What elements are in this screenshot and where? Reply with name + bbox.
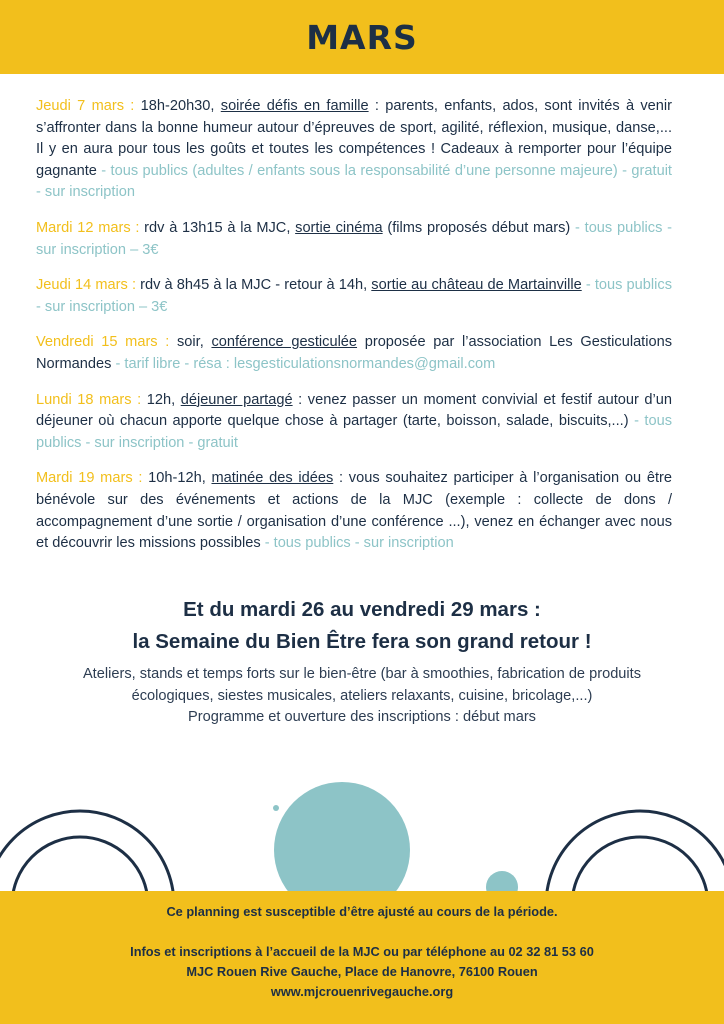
event-date: Lundi 18 mars : [36, 391, 142, 408]
event-highlight: sortie au château de Martainville [371, 277, 582, 294]
wellbeing-text-line2: écologiques, siestes musicales, ateliers relaxants, cuisine, bricolage,...) [131, 687, 593, 704]
event-pre: 18h-20h30, [134, 98, 221, 114]
teal-dot [273, 805, 279, 811]
page-title: MARS [306, 18, 418, 57]
wellbeing-text-line1: Ateliers, stands et temps forts sur le bien-être (bar à smoothies, fabrication de produits [82, 666, 642, 682]
event-description: : venez passer un moment convivial et festif autour d’un déjeuner où chacun apporte quelque chose à partager (tarte, boisson, salade, biscuits,...) [36, 391, 673, 430]
wellbeing-title-line1: Et du mardi 26 au vendredi 29 mars : [183, 598, 541, 621]
event-pre: soir, [169, 334, 212, 351]
event-item [36, 332, 672, 375]
event-meta: - tarif libre - résa : lesgesticulationsnormandes@gmail.com [111, 355, 496, 372]
wellbeing-title-line2: la Semaine du Bien Être fera son grand retour ! [132, 630, 592, 653]
event-meta: - tous publics (adultes / enfants sous la responsabilité d’une personne majeure) - gratuit - sur inscription [36, 162, 672, 201]
event-highlight: déjeuner partagé [180, 391, 293, 408]
event-pre: 12h, [141, 391, 181, 408]
decorative-circles [0, 760, 724, 900]
event-description: : vous souhaitez participer à l’organisation ou être bénévole sur des événements et actions de la MJC (exemple : collecte de dons / accompagnement d’une sortie / organisation d’une conférence ...), venez en échanger avec nous et découvrir les missions possibles [36, 470, 672, 552]
event-description: proposée par l’association Les Gesticulations Normandes [36, 334, 673, 372]
event-date: Mardi 19 mars : [36, 470, 143, 487]
event-date: Vendredi 15 mars : [36, 334, 170, 351]
wellbeing-text-line3: Programme et ouverture des inscriptions : début mars [188, 709, 536, 725]
header-banner [0, 0, 724, 74]
event-highlight: sortie cinéma [295, 219, 383, 236]
event-pre: rdv à 13h15 à la MJC, [139, 219, 296, 236]
event-highlight: conférence gesticulée [211, 334, 358, 351]
event-date: Jeudi 14 mars : [36, 277, 137, 294]
contact-info: Infos et inscriptions à l’accueil de la MJC ou par téléphone au 02 32 81 53 60 [130, 944, 594, 959]
website-link[interactable]: www.mjcrouenrivegauche.org [270, 984, 454, 999]
event-meta: - tous publics - sur inscription – 3€ [36, 219, 672, 258]
event-item [36, 96, 672, 204]
arc-left-outer [0, 811, 174, 900]
event-meta: - tous publics - sur inscription – 3€ [36, 277, 672, 315]
event-meta: - tous publics - sur inscription [260, 535, 454, 552]
event-highlight: soirée défis en famille [220, 98, 369, 114]
event-description: : parents, enfants, ados, sont invités à venir s’affronter dans la bonne humeur autour d’épreuves de sport, agilité, réflexion, musique, danse,... Il y en aura pour tous les goûts et toutes les compétences ! Cadeaux à remporter pour l’équipe gagnante [36, 98, 672, 179]
wellbeing-title [0, 594, 724, 658]
event-pre: rdv à 8h45 à la MJC - retour à 14h, [136, 277, 372, 294]
address: MJC Rouen Rive Gauche, Place de Hanovre, 76100 Rouen [186, 964, 538, 979]
event-item [36, 468, 672, 554]
event-pre: 10h-12h, [142, 470, 212, 487]
event-date: Mardi 12 mars : [36, 219, 140, 236]
event-item [36, 390, 672, 455]
wellbeing-description [0, 664, 724, 729]
event-item [36, 218, 672, 261]
events-list [36, 96, 672, 569]
event-item [36, 275, 672, 318]
footer-banner [0, 891, 724, 1024]
event-description: (films proposés début mars) [382, 219, 571, 236]
wellbeing-week-section [0, 594, 724, 729]
event-highlight: matinée des idées [211, 470, 334, 487]
arc-right-outer [546, 811, 724, 900]
event-date: Jeudi 7 mars : [36, 98, 135, 114]
planning-notice: Ce planning est susceptible d’être ajusté au cours de la période. [166, 904, 558, 919]
teal-circle-large [274, 782, 410, 900]
event-meta: - tous publics - sur inscription - gratuit [36, 413, 672, 451]
